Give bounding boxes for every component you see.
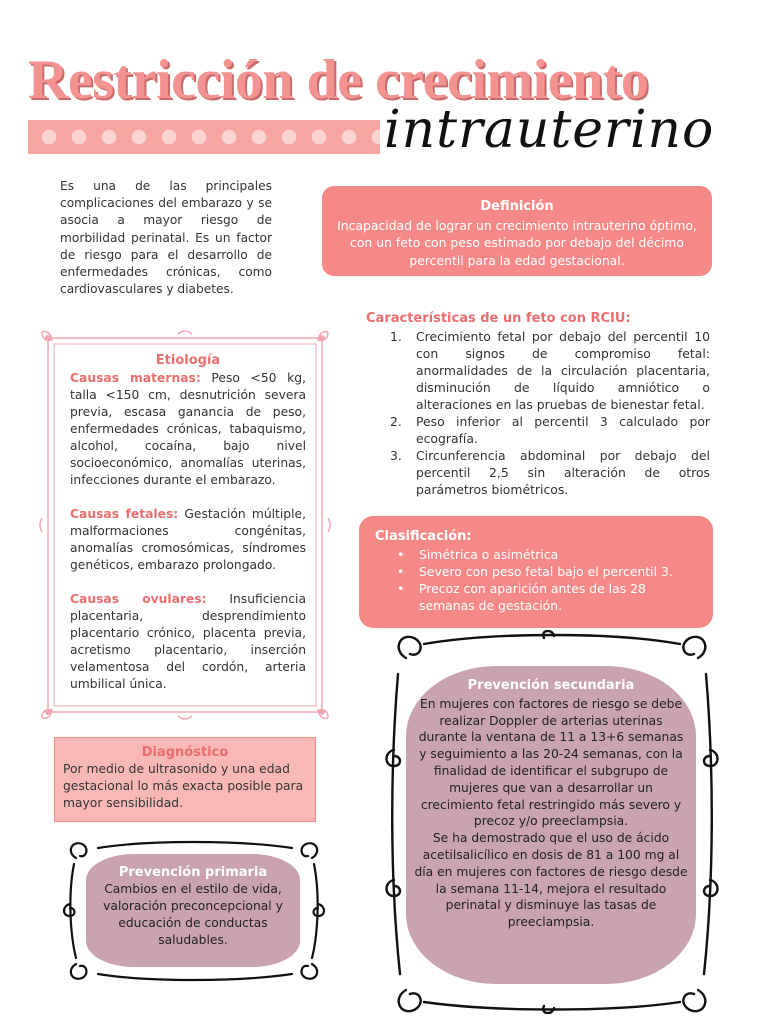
- definition-box: [322, 186, 712, 276]
- features-list: [366, 328, 710, 498]
- page-subtitle: intrauterino: [384, 100, 715, 160]
- features-heading: Características de un feto con RCIU:: [366, 311, 631, 326]
- list-item-text: Crecimiento fetal por debajo del percentil 10 con signos de compromiso fetal: anormalidades de la circulación placentaria, disminución de líquido amniótico o alteraciones en las pruebas de bienestar fetal.: [416, 329, 710, 412]
- features-section: [366, 311, 710, 498]
- ovular-label: Causas ovulares:: [70, 592, 207, 606]
- list-item-text: Simétrica o asimétrica: [419, 547, 559, 562]
- maternal-label: Causas maternas:: [70, 371, 201, 385]
- definition-text: Incapacidad de lograr un crecimiento intrauterino óptimo, con un feto con peso estimado por debajo del décimo percentil para la edad gestacional.: [337, 217, 697, 268]
- list-item-text: Peso inferior al percentil 3 calculado por ecografía.: [416, 414, 710, 446]
- list-item: [375, 546, 703, 563]
- diagnosis-text: Por medio de ultrasonido y una edad gestacional lo más exacta posible para mayor sensibilidad.: [63, 762, 304, 810]
- ovular-causes: [70, 591, 306, 693]
- primary-prevention-heading: Prevención primaria: [118, 865, 268, 880]
- ovular-text: Insuficiencia placentaria, desprendimiento placentario crónico, placenta previa, acretismo placentario, inserción velamentosa del cordón, arteria umbilical única.: [70, 592, 307, 691]
- secondary-prevention-text-2: Se ha demostrado que el uso de ácido acetilsalicílico en dosis de 81 a 100 mg al día en mujeres con factores de riesgo desde la semana 11-14, mejora el resultado perinatal y disminuye las tasas de preeclampsia.: [414, 831, 688, 930]
- page-title: Restricción de crecimiento: [28, 49, 649, 111]
- etiology-section: [70, 352, 306, 710]
- list-item: [366, 413, 710, 447]
- classification-heading: Clasificación:: [375, 529, 472, 544]
- maternal-text: Peso <50 kg, talla <150 cm, desnutrición severa previa, escasa ganancia de peso, enfermedades crónicas, tabaquismo, alcohol, cocaína, bajo nivel socioeconómico, anomalías uterinas, infecciones durante el embarazo.: [70, 371, 306, 487]
- list-item: [366, 447, 710, 498]
- list-item-text: Severo con peso fetal bajo el percentil 3.: [419, 564, 673, 579]
- definition-heading: Definición: [480, 199, 554, 214]
- bullet-icon: •: [397, 564, 405, 579]
- primary-prevention-section: [90, 864, 296, 949]
- list-number: 3.: [390, 448, 402, 463]
- secondary-prevention-text-1: En mujeres con factores de riesgo se debe realizar Doppler de arterias uterinas durante la ventana de 11 a 13+6 semanas y seguimiento a las 20-24 semanas, con la finalidad de identificar el subgrupo de mujeres que van a desarrollar un crecimiento fetal restringido más severo y precoz y/o preeclampsia.: [418, 696, 684, 829]
- diagnosis-box: [54, 737, 316, 822]
- list-item: [375, 563, 703, 580]
- classification-list: [375, 546, 703, 614]
- fetal-causes: [70, 506, 306, 574]
- list-number: 1.: [390, 329, 402, 344]
- list-item-text: Circunferencia abdominal por debajo del percentil 2,5 sin alteración de otros parámetros biométricos.: [416, 448, 710, 497]
- secondary-prevention-section: [414, 678, 688, 931]
- intro-paragraph: Es una de las principales complicaciones del embarazo y se asocia a mayor riesgo de morbilidad perinatal. Es un factor de riesgo para el desarrollo de enfermedades crónicas, como cardiovasculares y diabetes.: [60, 179, 272, 297]
- classification-box: [359, 516, 713, 628]
- primary-prevention-text: Cambios en el estilo de vida, valoración preconcepcional y educación de conductas saludables.: [103, 882, 283, 947]
- list-item-text: Precoz con aparición antes de las 28 semanas de gestación.: [419, 581, 646, 613]
- fetal-text: Gestación múltiple, malformaciones congénitas, anomalías cromosómicas, síndromes genéticos, embarazo prolongado.: [70, 507, 306, 572]
- etiology-heading: Etiología: [155, 353, 221, 368]
- fetal-label: Causas fetales:: [70, 507, 179, 521]
- list-number: 2.: [390, 414, 402, 429]
- bullet-icon: •: [397, 581, 405, 596]
- list-item: [366, 328, 710, 413]
- list-item: [375, 580, 703, 614]
- diagnosis-heading: Diagnóstico: [141, 745, 229, 760]
- bullet-icon: •: [397, 547, 405, 562]
- polka-dot-band: [28, 120, 380, 154]
- secondary-prevention-heading: Prevención secundaria: [467, 678, 635, 693]
- maternal-causes: [70, 370, 306, 489]
